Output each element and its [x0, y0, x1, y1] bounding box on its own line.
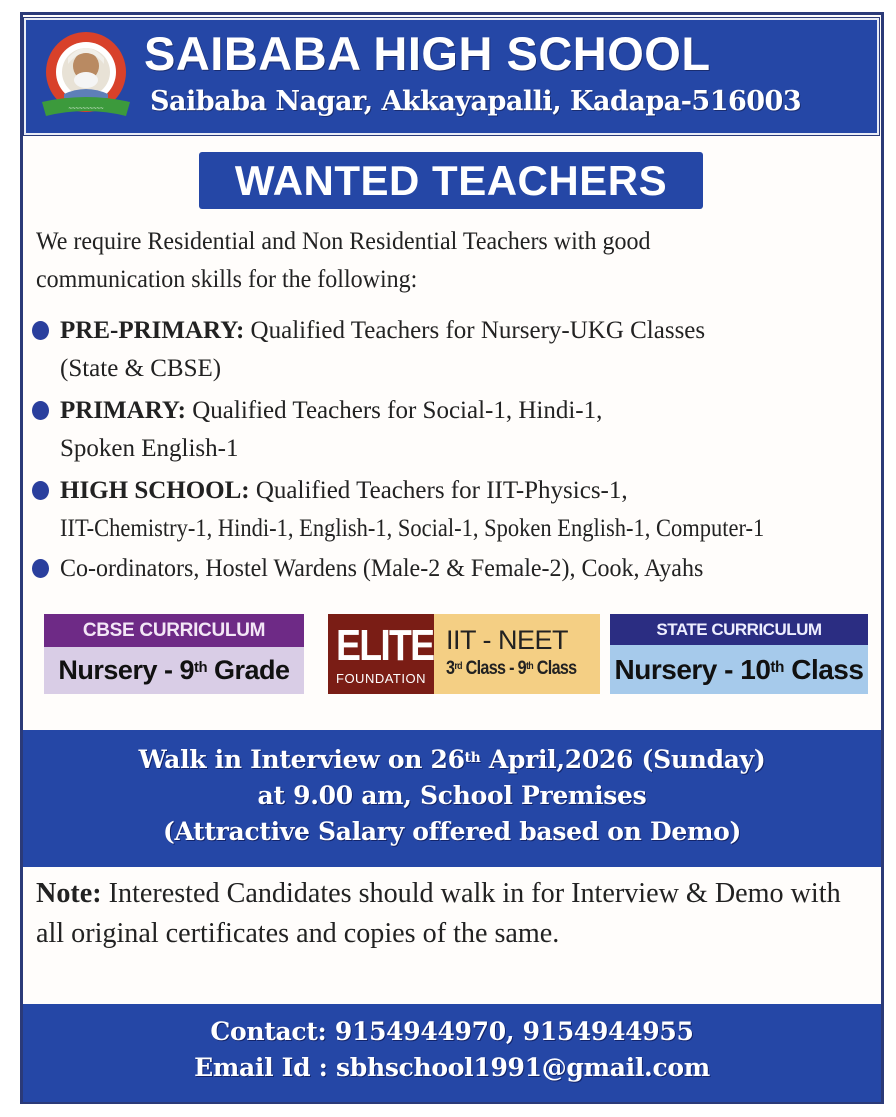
item-text-cont: (State & CBSE): [60, 355, 222, 382]
bullet-icon: [32, 321, 49, 340]
elite-logo: [328, 614, 434, 694]
list-item-pre-primary: [30, 312, 880, 392]
state-curriculum-card: [610, 614, 868, 694]
elite-brand: ELITE: [335, 621, 434, 670]
list-item-high-school: [30, 472, 880, 550]
walk-in-time-venue: at 9.00 am, School Premises: [257, 781, 647, 810]
note-text: [36, 873, 851, 953]
bullet-icon: [32, 401, 49, 420]
school-address: Saibaba Nagar, Akkayapalli, Kadapa-516003: [150, 86, 802, 117]
item-text: Co-ordinators, Hostel Wardens (Male-2 & Female-2), Cook, Ayahs: [60, 555, 704, 582]
item-text: Qualified Teachers for IIT-Physics-1,: [249, 477, 628, 504]
elite-program: [434, 614, 600, 694]
elite-foundation-card: [328, 614, 589, 694]
list-item-primary: [30, 392, 880, 472]
note-body: Interested Candidates should walk in for Interview & Demo with all original certificates and copies of the same.: [36, 877, 841, 949]
contact-email[interactable]: Email Id : sbhschool1991@gmail.com: [194, 1053, 710, 1082]
item-text-cont: Spoken English-1: [60, 435, 239, 462]
school-header: [24, 18, 879, 135]
cbse-title: CBSE CURRICULUM: [44, 614, 304, 647]
item-label: PRIMARY:: [60, 397, 186, 424]
elite-brand-sub: FOUNDATION: [336, 671, 426, 686]
item-text: Qualified Teachers for Nursery-UKG Classes: [244, 317, 706, 344]
list-item-support-staff: [30, 550, 880, 590]
walk-in-date: Walk in Interview on 26th April,2026 (Sunday): [138, 745, 766, 774]
item-label: HIGH SCHOOL:: [60, 477, 250, 504]
wanted-teachers-banner: WANTED TEACHERS: [199, 152, 703, 209]
school-name: SAIBABA HIGH SCHOOL: [144, 27, 711, 80]
school-emblem-icon: [38, 28, 134, 124]
contact-section: [23, 1004, 881, 1102]
bullet-icon: [32, 481, 49, 500]
item-text-cont: IIT-Chemistry-1, Hindi-1, English-1, Social-1, Spoken English-1, Computer-1: [60, 515, 765, 542]
walk-in-salary: (Attractive Salary offered based on Demo): [163, 817, 741, 846]
intro-line-2: communication skills for the following:: [36, 266, 418, 293]
elite-class-range: 3rd Class - 9th Class: [446, 658, 577, 679]
walk-in-interview-section: [23, 730, 881, 867]
cbse-range: Nursery - 9th Grade: [44, 647, 304, 694]
cbse-curriculum-card: [44, 614, 304, 694]
state-title: STATE CURRICULUM: [610, 614, 868, 645]
item-label: PRE-PRIMARY:: [60, 317, 245, 344]
state-range: Nursery - 10th Class: [610, 645, 868, 694]
intro-line-1: We require Residential and Non Residential Teachers with good: [36, 228, 651, 255]
elite-program-name: IIT - NEET: [446, 625, 569, 655]
intro-text: [36, 223, 847, 299]
bullet-icon: [32, 559, 49, 578]
contact-phones: Contact: 9154944970, 9154944955: [210, 1017, 694, 1046]
svg-text:~~~~~~~~~~: ~~~~~~~~~~: [68, 106, 104, 112]
item-text: Qualified Teachers for Social-1, Hindi-1,: [185, 397, 603, 424]
requirements-list: [30, 312, 880, 590]
note-label: Note:: [36, 877, 102, 909]
